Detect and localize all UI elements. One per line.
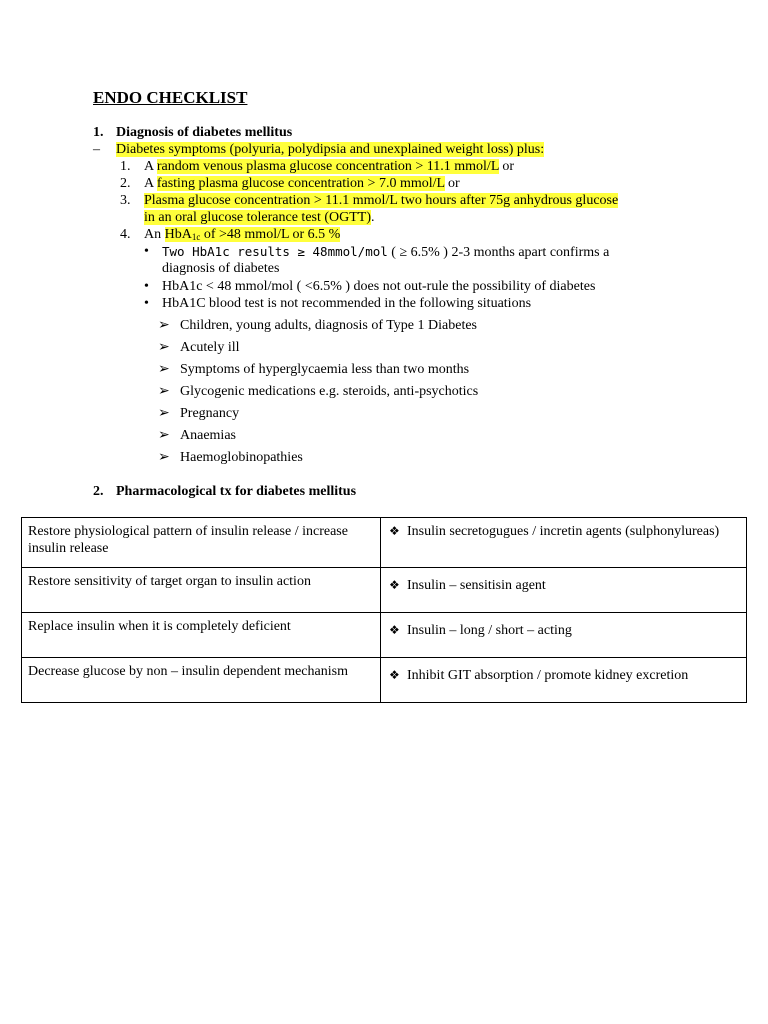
- dash-marker: –: [93, 142, 100, 157]
- table-cell-drug: ❖ Insulin – long / short – acting: [381, 613, 747, 658]
- table-row: [22, 658, 747, 703]
- section-2-number: 2.: [93, 484, 104, 499]
- diamond-icon: ❖: [389, 623, 400, 637]
- bullet-icon: •: [144, 296, 149, 311]
- bullet-3: HbA1C blood test is not recommended in the following situations: [162, 296, 532, 311]
- arrow-icon: ➢: [158, 340, 170, 355]
- arrow-icon: ➢: [158, 318, 170, 333]
- situation-item: ➢ Children, young adults, diagnosis of Type 1 Diabetes: [158, 318, 478, 333]
- criterion-1-number: 1.: [120, 159, 131, 174]
- arrow-icon: ➢: [158, 384, 170, 399]
- bullet-icon: •: [144, 244, 149, 259]
- situation-item: ➢ Symptoms of hyperglycaemia less than two months: [158, 362, 470, 377]
- table-cell-aim: Replace insulin when it is completely deficient: [22, 613, 381, 658]
- situation-item: ➢ Acutely ill: [158, 340, 240, 355]
- diamond-icon: ❖: [389, 578, 400, 592]
- section-1-heading: Diagnosis of diabetes mellitus: [116, 125, 293, 140]
- criterion-4: An HbA$_{1c}$ of >48 mmol/L or 6.5 %: [144, 227, 341, 242]
- criterion-2: A fasting plasma glucose concentration > 7.0 mmol/L or: [144, 176, 460, 191]
- criterion-4-number: 4.: [120, 227, 131, 242]
- criterion-2-number: 2.: [120, 176, 131, 191]
- arrow-icon: ➢: [158, 362, 170, 377]
- table-cell-drug: ❖ Inhibit GIT absorption / promote kidney excretion: [381, 658, 747, 703]
- criterion-3-line-2: in an oral glucose tolerance test (OGTT).: [144, 210, 375, 225]
- situation-item: ➢ Haemoglobinopathies: [158, 450, 303, 465]
- symptoms-line: [116, 141, 544, 158]
- arrow-icon: ➢: [158, 406, 170, 421]
- table-row: [22, 568, 747, 613]
- table-row: [22, 518, 747, 568]
- situation-item: ➢ Anaemias: [158, 428, 236, 443]
- treatment-table: [21, 517, 747, 703]
- criterion-3-number: 3.: [120, 193, 131, 208]
- symptoms-text: Diabetes symptoms (polyuria, polydipsia and unexplained weight loss) plus:: [116, 142, 545, 157]
- table-cell-aim: Restore sensitivity of target organ to insulin action: [22, 568, 381, 613]
- page-title: ENDO CHECKLIST: [93, 88, 248, 107]
- situation-item: ➢ Pregnancy: [158, 406, 240, 421]
- table-cell-drug: ❖ Insulin – sensitisin agent: [381, 568, 747, 613]
- section-2-heading: Pharmacological tx for diabetes mellitus: [116, 484, 357, 499]
- diamond-icon: ❖: [389, 668, 400, 682]
- table-cell-drug: ❖ Insulin secretogugues / incretin agents (sulphonylureas): [381, 518, 747, 568]
- bullet-1-line-2: diagnosis of diabetes: [162, 261, 280, 276]
- table-cell-aim: Decrease glucose by non – insulin dependent mechanism: [22, 658, 381, 703]
- bullet-2: HbA1c < 48 mmol/mol ( <6.5% ) does not out-rule the possibility of diabetes: [162, 279, 596, 294]
- table-cell-aim: Restore physiological pattern of insulin release / increase insulin release: [22, 518, 381, 568]
- table-row: [22, 613, 747, 658]
- arrow-icon: ➢: [158, 450, 170, 465]
- situation-item: ➢ Glycogenic medications e.g. steroids, anti-psychotics: [158, 384, 479, 399]
- diamond-icon: ❖: [389, 524, 400, 538]
- bullet-1-line-1: Two HbA1c results ≥ 48mmol/mol ( ≥ 6.5% ) 2-3 months apart confirms a: [162, 244, 610, 260]
- criterion-1: A random venous plasma glucose concentration > 11.1 mmol/L or: [144, 159, 515, 174]
- section-1-number: 1.: [93, 125, 104, 140]
- arrow-icon: ➢: [158, 428, 170, 443]
- criterion-3-line-1: Plasma glucose concentration > 11.1 mmol/L two hours after 75g anhydrous glucose: [144, 193, 619, 208]
- bullet-icon: •: [144, 279, 149, 294]
